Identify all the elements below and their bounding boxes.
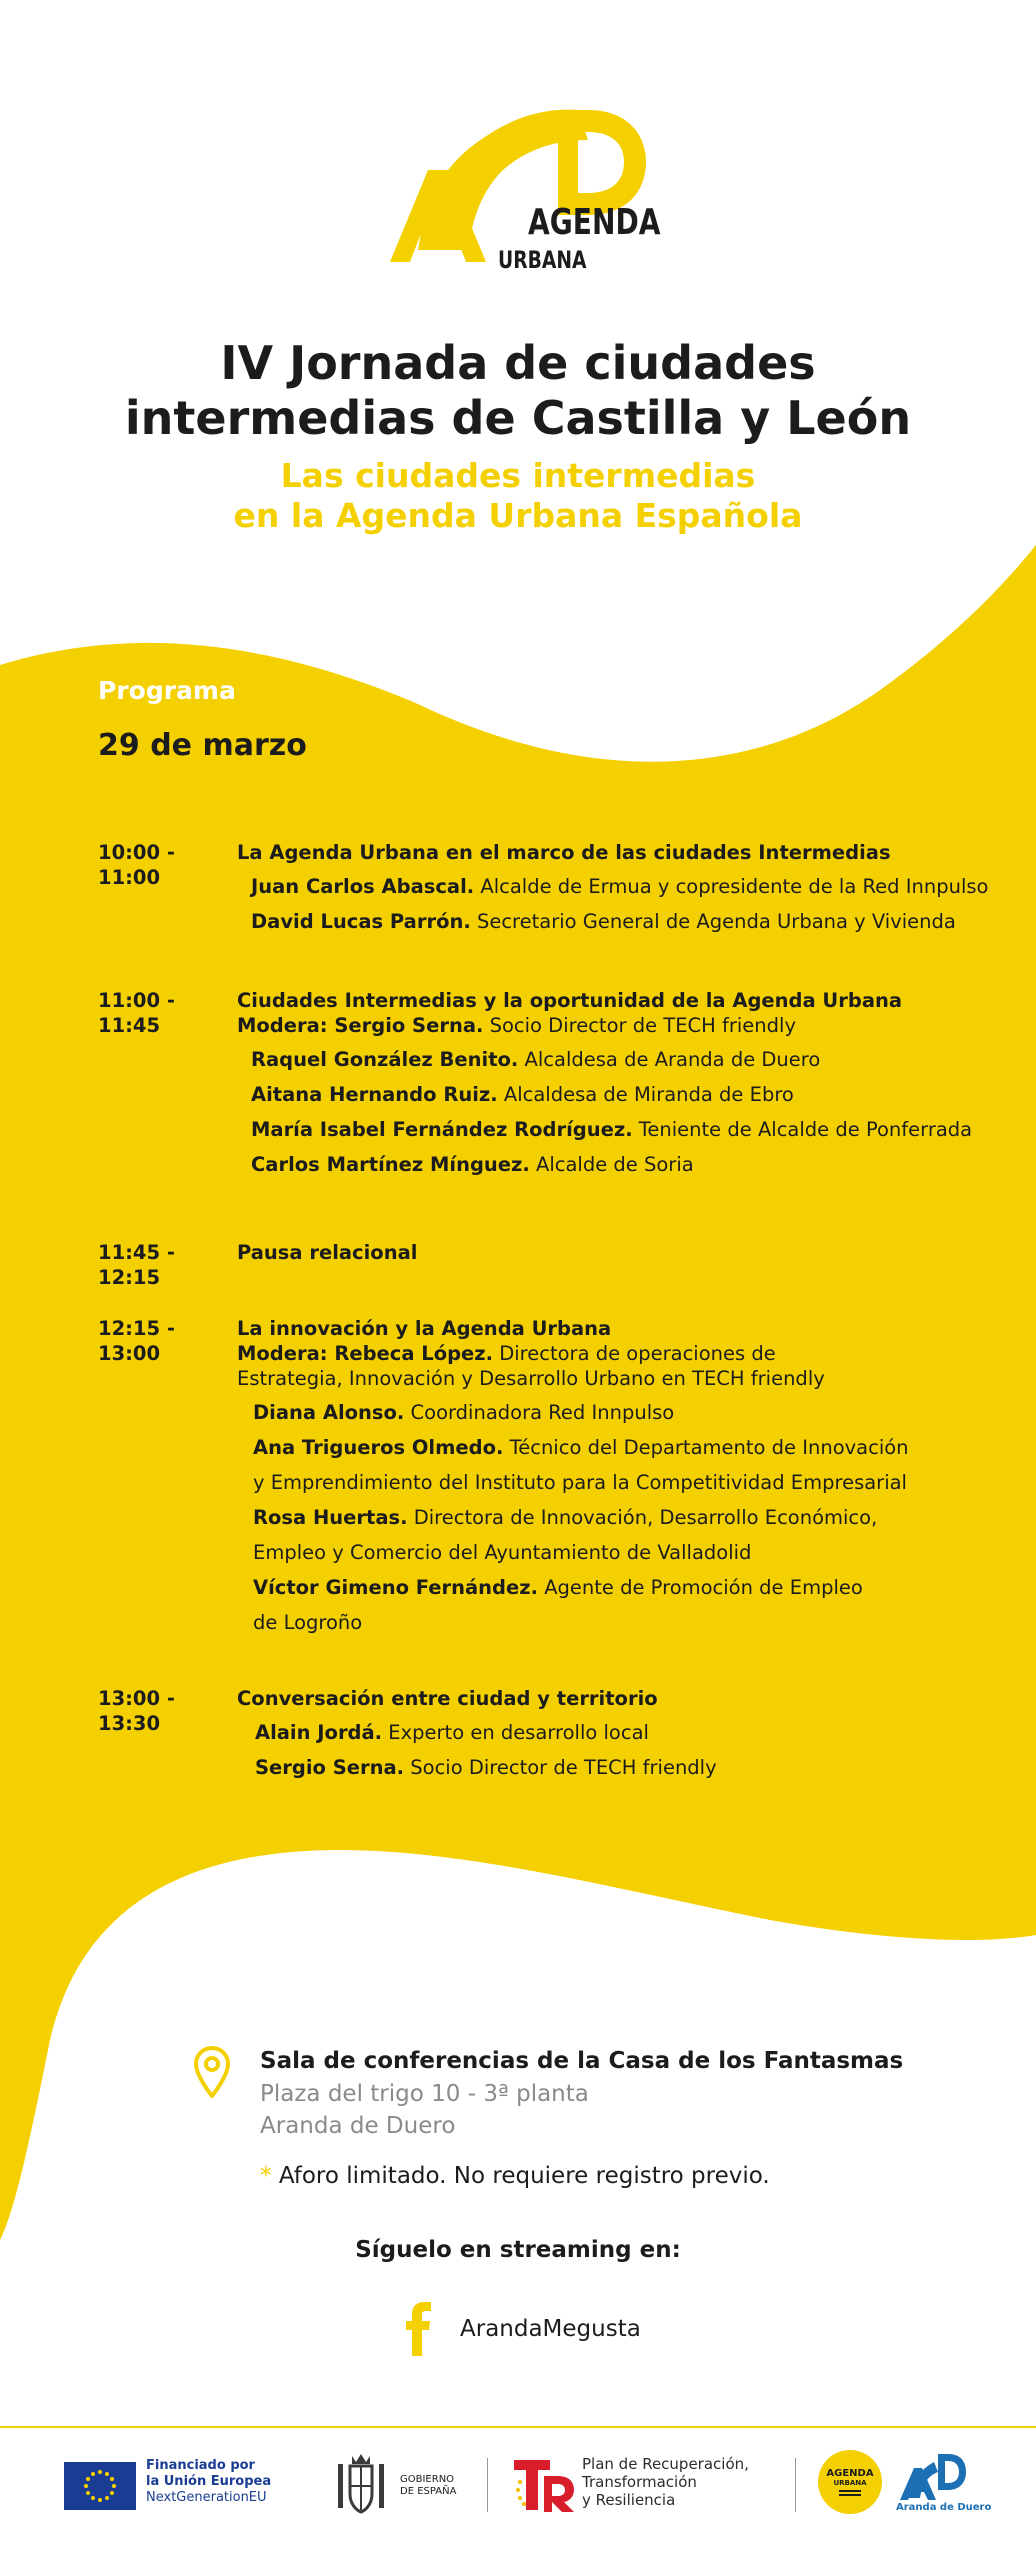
- moderator-role: Directora de operaciones de Estrategia, Innovación y Desarrollo Urbano en TECH friendly: [237, 1342, 825, 1390]
- eu-flag-icon: [64, 2462, 136, 2510]
- eu-line-2: la Unión Europea: [146, 2474, 272, 2489]
- speaker: [253, 1435, 909, 1460]
- speaker-role-continued: de Logroño: [253, 1611, 363, 1634]
- eu-line-3: NextGenerationEU: [146, 2490, 267, 2505]
- note-marker: *: [260, 2163, 272, 2189]
- speaker-name: Diana Alonso.: [253, 1401, 405, 1424]
- program-block: [98, 988, 978, 1188]
- recovery-plan-logo-icon: [512, 2456, 576, 2514]
- venue-name: Sala de conferencias de la Casa de los Fantasmas: [260, 2048, 904, 2074]
- speaker-role-continued: y Emprendimiento del Instituto para la Competitividad Empresarial: [253, 1471, 907, 1494]
- speaker: [255, 1755, 717, 1780]
- moderator: [237, 1341, 877, 1391]
- agenda-urbana-badge: [818, 2450, 882, 2514]
- speaker-name: Aitana Hernando Ruiz.: [251, 1083, 498, 1106]
- program-label: Programa: [98, 676, 236, 705]
- subtitle-line-1: Las ciudades intermedias: [280, 456, 756, 495]
- block-time: 12:15 - 13:00: [98, 1317, 175, 1365]
- program-block: [98, 1686, 978, 1786]
- speaker-role: Alcalde de Soria: [529, 1153, 694, 1176]
- speaker: [253, 1505, 877, 1530]
- block-title: Conversación entre ciudad y territorio: [237, 1687, 658, 1710]
- footer-separator: [795, 2458, 796, 2512]
- badge-rule: [839, 2490, 861, 2492]
- badge-line-2: URBANA: [833, 2479, 867, 2487]
- moderator: [237, 1013, 877, 1038]
- speaker: [253, 1400, 674, 1425]
- speaker-name: Ana Trigueros Olmedo.: [253, 1436, 504, 1459]
- speaker-role: Alcaldesa de Miranda de Ebro: [497, 1083, 794, 1106]
- moderator-name: Modera: Rebeca López.: [237, 1342, 494, 1365]
- block-time: 11:45 - 12:15: [98, 1241, 175, 1289]
- moderator-name: Modera: Sergio Serna.: [237, 1014, 484, 1037]
- speaker-role: Agente de Promoción de Empleo: [538, 1576, 863, 1599]
- speaker-role-continued: Empleo y Comercio del Ayuntamiento de Valladolid: [253, 1541, 752, 1564]
- spain-coat-of-arms-icon: [332, 2452, 390, 2518]
- facebook-handle[interactable]: ArandaMegusta: [460, 2316, 641, 2342]
- footer-separator: [487, 2458, 488, 2512]
- program-block: [98, 1316, 978, 1636]
- speaker: [251, 909, 956, 934]
- facebook-icon[interactable]: [404, 2300, 434, 2356]
- streaming-label: Síguelo en streaming en:: [355, 2237, 681, 2263]
- block-title: Pausa relacional: [237, 1241, 418, 1264]
- speaker-role: Experto en desarrollo local: [382, 1721, 649, 1744]
- speaker-role: Técnico del Departamento de Innovación: [503, 1436, 909, 1459]
- venue-address: Plaza del trigo 10 - 3ª planta: [260, 2081, 589, 2107]
- footer-divider: [0, 2426, 1036, 2428]
- speaker-name: Alain Jordá.: [255, 1721, 383, 1744]
- recovery-plan-text: [582, 2455, 749, 2509]
- title-line-2: intermedias de Castilla y León: [124, 391, 912, 445]
- speaker-role: Directora de Innovación, Desarrollo Económico,: [407, 1506, 878, 1529]
- speaker-role: Alcaldesa de Aranda de Duero: [518, 1048, 821, 1071]
- speaker: [255, 1720, 649, 1745]
- speaker-role: Secretario General de Agenda Urbana y Vivienda: [470, 910, 956, 933]
- speaker: [251, 1117, 972, 1142]
- speaker-role: Teniente de Alcalde de Ponferrada: [632, 1118, 973, 1141]
- prtr-line-2: Transformación: [582, 2473, 697, 2491]
- speaker-name: María Isabel Fernández Rodríguez.: [251, 1118, 633, 1141]
- block-time: 13:00 - 13:30: [98, 1687, 175, 1735]
- speaker-name: Raquel González Benito.: [251, 1048, 519, 1071]
- speaker: [253, 1575, 863, 1600]
- block-title: La Agenda Urbana en el marco de las ciudades Intermedias: [237, 841, 891, 864]
- speaker-role: Coordinadora Red Innpulso: [404, 1401, 675, 1424]
- speaker-name: Sergio Serna.: [255, 1756, 405, 1779]
- speaker: [251, 1047, 820, 1072]
- program-block: [98, 1240, 978, 1289]
- capacity-note: [260, 2163, 770, 2189]
- block-title: Ciudades Intermedias y la oportunidad de la Agenda Urbana: [237, 989, 903, 1012]
- eu-line-1: Financiado por: [146, 2458, 255, 2473]
- speaker-name: Rosa Huertas.: [253, 1506, 408, 1529]
- prtr-line-1: Plan de Recuperación,: [582, 2455, 749, 2473]
- speaker-name: Víctor Gimeno Fernández.: [253, 1576, 538, 1599]
- aranda-caption: Aranda de Duero: [896, 2502, 992, 2513]
- note-text: Aforo limitado. No requiere registro previo.: [278, 2163, 770, 2189]
- speaker-role: Socio Director de TECH friendly: [404, 1756, 717, 1779]
- speaker: [251, 1082, 794, 1107]
- gob-line-2: DE ESPAÑA: [400, 2486, 457, 2497]
- speaker-name: David Lucas Parrón.: [251, 910, 471, 933]
- badge-line-1: AGENDA: [826, 2468, 874, 2479]
- moderator-role: Socio Director de TECH friendly: [483, 1014, 796, 1037]
- program-date: 29 de marzo: [98, 728, 307, 763]
- speaker-role: Alcalde de Ermua y copresidente de la Red Innpulso: [474, 875, 989, 898]
- eu-funding-text: [146, 2458, 271, 2506]
- title-line-1: IV Jornada de ciudades: [220, 336, 816, 390]
- agenda-urbana-logo: [388, 100, 661, 280]
- program-block: [98, 840, 989, 940]
- speaker-name: Carlos Martínez Mínguez.: [251, 1153, 530, 1176]
- block-title: La innovación y la Agenda Urbana: [237, 1317, 612, 1340]
- location-pin-icon: [194, 2046, 230, 2098]
- logo-word-urbana: URBANA: [498, 246, 587, 274]
- prtr-line-3: y Resiliencia: [582, 2491, 676, 2509]
- venue-city: Aranda de Duero: [260, 2113, 456, 2139]
- event-subtitle: [0, 456, 1036, 536]
- gobierno-text: [400, 2474, 456, 2498]
- event-title: [0, 336, 1036, 446]
- speaker: [251, 1152, 694, 1177]
- speaker: [251, 874, 988, 899]
- subtitle-line-2: en la Agenda Urbana Española: [233, 496, 803, 535]
- gob-line-1: GOBIERNO: [400, 2474, 455, 2485]
- logo-word-agenda: AGENDA: [528, 202, 661, 243]
- block-time: 11:00 - 11:45: [98, 989, 175, 1037]
- block-time: 10:00 - 11:00: [98, 841, 175, 889]
- speaker-name: Juan Carlos Abascal.: [251, 875, 475, 898]
- badge-rule: [839, 2494, 861, 2496]
